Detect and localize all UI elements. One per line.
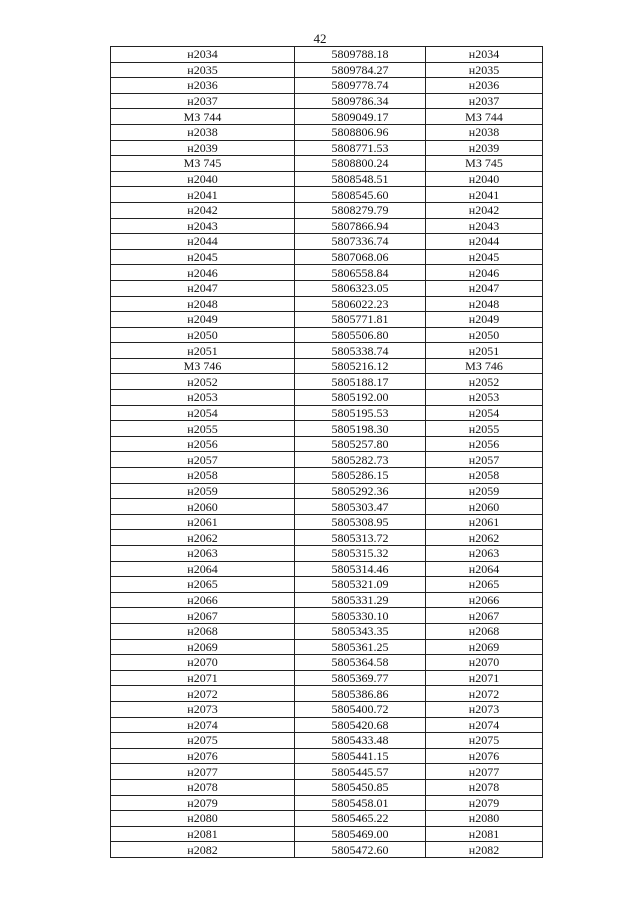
point-id-cell: н2045: [426, 249, 543, 265]
table-row: [111, 421, 543, 437]
point-id-cell: н2049: [111, 312, 295, 328]
coordinate-cell: 5805195.53: [295, 405, 426, 421]
table-row: [111, 748, 543, 764]
point-id-cell: н2070: [426, 655, 543, 671]
coordinate-cell: 5805292.36: [295, 483, 426, 499]
table-row: [111, 514, 543, 530]
point-id-cell: н2082: [426, 842, 543, 858]
coordinate-cell: 5809786.34: [295, 93, 426, 109]
coordinate-cell: 5805469.00: [295, 826, 426, 842]
point-id-cell: н2052: [426, 374, 543, 390]
point-id-cell: н2053: [111, 390, 295, 406]
table-row: [111, 499, 543, 515]
table-row: [111, 592, 543, 608]
coordinate-cell: 5808806.96: [295, 124, 426, 140]
coordinate-cell: 5805303.47: [295, 499, 426, 515]
point-id-cell: МЗ 745: [426, 156, 543, 172]
point-id-cell: н2036: [111, 78, 295, 94]
point-id-cell: н2043: [426, 218, 543, 234]
point-id-cell: н2039: [111, 140, 295, 156]
table-row: [111, 701, 543, 717]
coordinate-cell: 5805445.57: [295, 764, 426, 780]
table-row: [111, 608, 543, 624]
point-id-cell: н2077: [111, 764, 295, 780]
point-id-cell: МЗ 746: [426, 358, 543, 374]
coordinate-cell: 5805286.15: [295, 468, 426, 484]
point-id-cell: н2038: [426, 124, 543, 140]
coordinate-cell: 5805338.74: [295, 343, 426, 359]
point-id-cell: н2079: [111, 795, 295, 811]
table-row: [111, 655, 543, 671]
point-id-cell: н2081: [111, 826, 295, 842]
coordinate-cell: 5808771.53: [295, 140, 426, 156]
coordinate-cell: 5807336.74: [295, 234, 426, 250]
point-id-cell: МЗ 745: [111, 156, 295, 172]
point-id-cell: н2062: [426, 530, 543, 546]
point-id-cell: н2048: [111, 296, 295, 312]
point-id-cell: н2066: [111, 592, 295, 608]
table-row: [111, 109, 543, 125]
point-id-cell: н2064: [111, 561, 295, 577]
point-id-cell: н2066: [426, 592, 543, 608]
point-id-cell: н2058: [111, 468, 295, 484]
point-id-cell: н2044: [111, 234, 295, 250]
coordinate-cell: 5807068.06: [295, 249, 426, 265]
coordinate-cell: 5805472.60: [295, 842, 426, 858]
point-id-cell: н2054: [111, 405, 295, 421]
coordinate-cell: 5805450.85: [295, 779, 426, 795]
point-id-cell: МЗ 746: [111, 358, 295, 374]
coordinate-cell: 5808279.79: [295, 202, 426, 218]
table-row: [111, 436, 543, 452]
table-row: [111, 795, 543, 811]
table-row: [111, 826, 543, 842]
point-id-cell: н2069: [111, 639, 295, 655]
coordinate-cell: 5805420.68: [295, 717, 426, 733]
point-id-cell: н2071: [111, 670, 295, 686]
point-id-cell: н2072: [426, 686, 543, 702]
point-id-cell: н2065: [111, 577, 295, 593]
table-row: [111, 358, 543, 374]
table-row: [111, 312, 543, 328]
point-id-cell: н2065: [426, 577, 543, 593]
table-row: [111, 78, 543, 94]
table-row: [111, 171, 543, 187]
point-id-cell: МЗ 744: [111, 109, 295, 125]
table-row: [111, 623, 543, 639]
coordinate-cell: 5809784.27: [295, 62, 426, 78]
point-id-cell: н2054: [426, 405, 543, 421]
coordinate-cell: 5808548.51: [295, 171, 426, 187]
point-id-cell: н2068: [111, 623, 295, 639]
table-row: [111, 93, 543, 109]
coordinate-cell: 5805257.80: [295, 436, 426, 452]
point-id-cell: н2057: [111, 452, 295, 468]
coordinate-cell: 5808800.24: [295, 156, 426, 172]
point-id-cell: н2045: [111, 249, 295, 265]
table-row: [111, 374, 543, 390]
point-id-cell: н2047: [426, 280, 543, 296]
table-row: [111, 124, 543, 140]
point-id-cell: н2041: [426, 187, 543, 203]
point-id-cell: н2051: [426, 343, 543, 359]
table-row: [111, 546, 543, 562]
point-id-cell: н2067: [111, 608, 295, 624]
table-row: [111, 577, 543, 593]
point-id-cell: н2058: [426, 468, 543, 484]
point-id-cell: н2051: [111, 343, 295, 359]
point-id-cell: н2037: [111, 93, 295, 109]
point-id-cell: н2035: [111, 62, 295, 78]
table-row: [111, 811, 543, 827]
table-row: [111, 343, 543, 359]
coordinate-cell: 5805314.46: [295, 561, 426, 577]
point-id-cell: н2060: [426, 499, 543, 515]
table-row: [111, 530, 543, 546]
point-id-cell: н2067: [426, 608, 543, 624]
coordinate-cell: 5805343.35: [295, 623, 426, 639]
coordinate-cell: 5805188.17: [295, 374, 426, 390]
coordinate-cell: 5805315.32: [295, 546, 426, 562]
coordinate-cell: 5805331.29: [295, 592, 426, 608]
point-id-cell: н2055: [111, 421, 295, 437]
table-row: [111, 468, 543, 484]
coordinate-cell: 5805465.22: [295, 811, 426, 827]
table-row: [111, 47, 543, 63]
table-row: [111, 561, 543, 577]
point-id-cell: н2063: [111, 546, 295, 562]
coordinate-cell: 5805433.48: [295, 733, 426, 749]
point-id-cell: н2077: [426, 764, 543, 780]
table-row: [111, 483, 543, 499]
table-row: [111, 280, 543, 296]
point-id-cell: н2057: [426, 452, 543, 468]
point-id-cell: н2059: [426, 483, 543, 499]
table-row: [111, 62, 543, 78]
point-id-cell: н2043: [111, 218, 295, 234]
point-id-cell: н2062: [111, 530, 295, 546]
point-id-cell: н2036: [426, 78, 543, 94]
point-id-cell: н2053: [426, 390, 543, 406]
table-row: [111, 249, 543, 265]
coordinate-cell: 5805364.58: [295, 655, 426, 671]
point-id-cell: н2080: [426, 811, 543, 827]
point-id-cell: н2064: [426, 561, 543, 577]
point-id-cell: МЗ 744: [426, 109, 543, 125]
coordinate-cell: 5806323.05: [295, 280, 426, 296]
point-id-cell: н2047: [111, 280, 295, 296]
coordinate-cell: 5809788.18: [295, 47, 426, 63]
coordinate-cell: 5805400.72: [295, 701, 426, 717]
coordinate-cell: 5806022.23: [295, 296, 426, 312]
point-id-cell: н2048: [426, 296, 543, 312]
table-row: [111, 452, 543, 468]
coordinate-cell: 5805321.09: [295, 577, 426, 593]
table-row: [111, 265, 543, 281]
table-row: [111, 140, 543, 156]
point-id-cell: н2044: [426, 234, 543, 250]
point-id-cell: н2042: [111, 202, 295, 218]
point-id-cell: н2074: [426, 717, 543, 733]
point-id-cell: н2082: [111, 842, 295, 858]
point-id-cell: н2075: [111, 733, 295, 749]
coordinate-cell: 5805313.72: [295, 530, 426, 546]
point-id-cell: н2034: [111, 47, 295, 63]
point-id-cell: н2056: [111, 436, 295, 452]
coordinate-cell: 5805771.81: [295, 312, 426, 328]
table-row: [111, 639, 543, 655]
point-id-cell: н2073: [426, 701, 543, 717]
table-row: [111, 187, 543, 203]
point-id-cell: н2056: [426, 436, 543, 452]
table-row: [111, 218, 543, 234]
point-id-cell: н2041: [111, 187, 295, 203]
table-row: [111, 405, 543, 421]
table-row: [111, 842, 543, 858]
table-row: [111, 733, 543, 749]
table-body: [111, 47, 543, 858]
coordinate-cell: 5808545.60: [295, 187, 426, 203]
point-id-cell: н2050: [426, 327, 543, 343]
table-row: [111, 670, 543, 686]
point-id-cell: н2037: [426, 93, 543, 109]
table-row: [111, 764, 543, 780]
coordinates-table: [110, 46, 543, 858]
point-id-cell: н2071: [426, 670, 543, 686]
point-id-cell: н2070: [111, 655, 295, 671]
table-row: [111, 390, 543, 406]
page-number: 42: [313, 31, 327, 46]
point-id-cell: н2072: [111, 686, 295, 702]
coordinate-cell: 5805361.25: [295, 639, 426, 655]
point-id-cell: н2068: [426, 623, 543, 639]
coordinate-cell: 5805198.30: [295, 421, 426, 437]
table-row: [111, 296, 543, 312]
point-id-cell: н2076: [111, 748, 295, 764]
point-id-cell: н2039: [426, 140, 543, 156]
coordinate-cell: 5805330.10: [295, 608, 426, 624]
point-id-cell: н2046: [111, 265, 295, 281]
point-id-cell: н2052: [111, 374, 295, 390]
point-id-cell: н2055: [426, 421, 543, 437]
point-id-cell: н2080: [111, 811, 295, 827]
coordinate-cell: 5805216.12: [295, 358, 426, 374]
point-id-cell: н2038: [111, 124, 295, 140]
coordinate-cell: 5805308.95: [295, 514, 426, 530]
point-id-cell: н2034: [426, 47, 543, 63]
coordinate-cell: 5805386.86: [295, 686, 426, 702]
point-id-cell: н2078: [111, 779, 295, 795]
point-id-cell: н2076: [426, 748, 543, 764]
point-id-cell: н2059: [111, 483, 295, 499]
point-id-cell: н2069: [426, 639, 543, 655]
table-row: [111, 717, 543, 733]
coordinate-cell: 5805192.00: [295, 390, 426, 406]
table-row: [111, 234, 543, 250]
table-row: [111, 686, 543, 702]
point-id-cell: н2075: [426, 733, 543, 749]
point-id-cell: н2040: [426, 171, 543, 187]
coordinate-cell: 5805441.15: [295, 748, 426, 764]
coordinate-cell: 5809049.17: [295, 109, 426, 125]
point-id-cell: н2074: [111, 717, 295, 733]
coordinate-cell: 5805458.01: [295, 795, 426, 811]
point-id-cell: н2073: [111, 701, 295, 717]
coordinate-cell: 5809778.74: [295, 78, 426, 94]
point-id-cell: н2081: [426, 826, 543, 842]
point-id-cell: н2050: [111, 327, 295, 343]
coordinate-cell: 5805506.80: [295, 327, 426, 343]
point-id-cell: н2061: [426, 514, 543, 530]
point-id-cell: н2061: [111, 514, 295, 530]
point-id-cell: н2035: [426, 62, 543, 78]
point-id-cell: н2049: [426, 312, 543, 328]
table-row: [111, 202, 543, 218]
table-row: [111, 156, 543, 172]
point-id-cell: н2063: [426, 546, 543, 562]
coordinate-cell: 5805282.73: [295, 452, 426, 468]
point-id-cell: н2046: [426, 265, 543, 281]
point-id-cell: н2040: [111, 171, 295, 187]
table-row: [111, 327, 543, 343]
point-id-cell: н2060: [111, 499, 295, 515]
point-id-cell: н2079: [426, 795, 543, 811]
point-id-cell: н2042: [426, 202, 543, 218]
table-row: [111, 779, 543, 795]
coordinate-cell: 5807866.94: [295, 218, 426, 234]
coordinate-cell: 5805369.77: [295, 670, 426, 686]
point-id-cell: н2078: [426, 779, 543, 795]
coordinate-cell: 5806558.84: [295, 265, 426, 281]
